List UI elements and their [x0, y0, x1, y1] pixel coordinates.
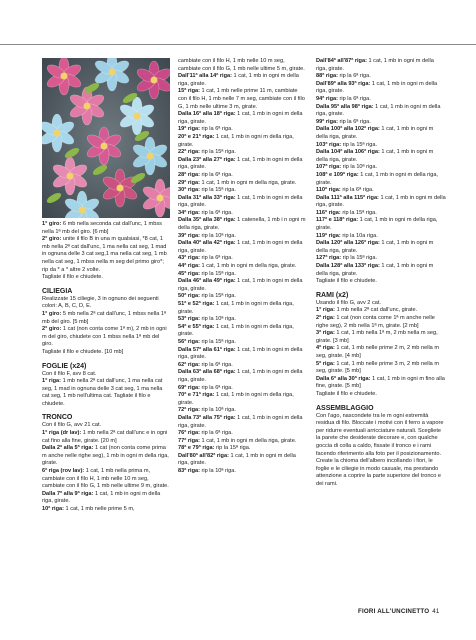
instruction-label: 69ª riga: — [178, 384, 200, 391]
instruction-line: Usando il filo G, avv 2 cat. — [316, 299, 381, 306]
instruction-line: 108ª e 109ª riga: 1 cat, 1 mb in ogni m della riga, girate. — [316, 171, 438, 186]
instruction-line: Con il filo G, avv 21 cat. — [42, 422, 102, 429]
flower-center — [147, 153, 154, 160]
instruction-label: 4ª riga: — [316, 345, 335, 352]
instruction-line: 53ª riga: rip la 10ª riga. — [178, 316, 236, 323]
instruction-line: Dalla 120ª alla 126ª riga: 1 cat, 1 mb in ogni m della riga, girate. — [316, 240, 434, 254]
instruction-label: Dalla 100ª alla 102ª riga: — [316, 126, 380, 133]
instruction-line: Realizzate 15 ciliegie, 3 in ognuno dei seguenti colori: A, B, C, D, E. — [42, 295, 159, 310]
instruction-label: 29ª riga: — [178, 179, 200, 186]
instruction-line: 103ª riga: rip la 15ª riga. — [316, 141, 378, 148]
instruction-label: Dall'84ª all'87ª riga: — [316, 58, 367, 64]
instruction-label: Dalla 35ª alla 38ª riga: — [178, 217, 236, 224]
instruction-line: 1° riga (dr lav): 1 mb nella 2ª cat dall'unc e in ogni cat fino alla fine, girate. [20 m] — [42, 430, 168, 444]
instruction-line: Tagliate il filo e chiudete. — [316, 390, 377, 397]
instruction-label: Dalla 73ª alla 75ª riga: — [178, 414, 236, 421]
instruction-line: 19ª riga: rip la 6ª riga. — [178, 126, 233, 133]
instruction-label: 117ª e 118ª riga: — [316, 217, 359, 224]
instruction-line: Dalla 128ª alla 133ª riga: 1 cat, 1 mb in ogni m della riga, girate. — [316, 263, 434, 277]
instruction-line: 43ª riga: rip la 6ª riga. — [178, 255, 233, 262]
instruction-line: Tagliate il filo e chiudete. [10 mb] — [42, 348, 124, 355]
magazine-name: FIORI ALL'UNCINETTO — [358, 608, 430, 615]
instruction-label: 53ª riga: — [178, 316, 200, 323]
instruction-label: 39ª riga: — [178, 232, 200, 239]
instruction-label: Dalla 95ª alla 98ª riga: — [316, 103, 374, 110]
instruction-label: 78ª e 79ª riga: — [178, 445, 215, 452]
instruction-label: Dalla 63ª alla 68ª riga: — [178, 369, 236, 376]
instruction-label: 99ª riga: — [316, 118, 338, 125]
instruction-label: 6ª riga (rov lav): — [42, 468, 85, 475]
heading-rami: RAMI (x2) — [316, 291, 349, 299]
instruction-line: Dalla 16ª alla 18ª riga: 1 cat, 1 mb in ogni m della riga, girate. — [178, 111, 303, 125]
flower-center — [151, 77, 158, 84]
instruction-line: 39ª riga: rip la 10ª riga. — [178, 232, 236, 239]
instruction-label: 62ª riga: — [178, 361, 200, 368]
instruction-line: Dalla 95ª alla 98ª riga: 1 cat, 1 mb in ogni m della riga, girate. — [316, 103, 441, 118]
instruction-label: 72ª riga: — [178, 407, 200, 414]
instruction-line: 45ª riga: rip la 15ª riga. — [178, 270, 236, 277]
instruction-line: Dalla 35ª alla 38ª riga: 1 catenella, 1 mb i n ogni m della riga, girate. — [178, 217, 306, 232]
tronco-instructions-end — [316, 58, 446, 286]
instruction-label: 43ª riga: — [178, 255, 200, 262]
instruction-line: 62ª riga: rip la 6ª riga. — [178, 361, 233, 368]
instruction-label: Dall'80ª all'82ª riga: — [178, 452, 229, 459]
instruction-label: 83ª riga: — [178, 468, 200, 475]
instruction-label: Dalla 16ª alla 18ª riga: — [178, 111, 236, 118]
column-1 — [42, 58, 170, 514]
instruction-line: 29ª riga: 1 cat, 1 mb in ogni m della riga, girate. — [178, 179, 297, 186]
instruction-label: 110ª riga: — [316, 187, 341, 194]
instruction-line: 99ª riga: rip la 6ª riga. — [316, 118, 371, 125]
instruction-line: Dalla 23ª alla 27ª riga: 1 cat, 1 mb in ogni m della riga, girate. — [178, 156, 303, 171]
instruction-line: 4ª riga: 1 cat, 1 mb nelle prime 2 m, 2 mb nella m seg, girate. [4 mb] — [316, 345, 440, 359]
flower-center — [79, 207, 86, 214]
instruction-line: 22ª riga: rip la 15ª riga. — [178, 149, 236, 156]
instruction-label: Dall'11ª alla 14ª riga: — [178, 73, 232, 80]
instruction-label: 76ª riga: — [178, 430, 200, 437]
column-2 — [178, 58, 308, 476]
flower-center — [157, 195, 164, 202]
instruction-line: 5ª riga: 1 cat, 1 mb nelle prime 3 m, 2 mb nella m seg, girate. [5 mb] — [316, 360, 440, 375]
instruction-line: Dalla 40ª alla 42ª riga: 1 cat, 1 mb in ogni m della riga, girate. — [178, 240, 303, 254]
instruction-label: Dalla 46ª alla 49ª riga: — [178, 278, 236, 285]
instruction-label: 28ª riga: — [178, 171, 200, 178]
tronco-instructions — [42, 422, 170, 513]
instruction-line: 107ª riga: rip la 10ª riga. — [316, 164, 378, 171]
foglie-instructions — [42, 371, 170, 409]
instruction-label: 44ª riga: — [178, 263, 200, 270]
instruction-line: 72ª riga: rip la 10ª riga. — [178, 407, 236, 414]
instruction-line: 3ª riga: 1 cat, 1 mb nella 1ª m, 2 mb nella m seg, girate. [3 mb] — [316, 330, 438, 344]
instruction-label: Dalla 120ª alla 126ª riga: — [316, 240, 380, 247]
instruction-line: 1° riga: 1 mb nella 2ª cat dall'unc, 1 ma nella cat seg, 1 mad in ognuna delle 3 cat seg, 1 ma nella cat seg, 1 mb nell'ultima cat. Tagliate il filo e chiudete. — [42, 378, 163, 407]
instruction-label: Dalla 2ª alla 5ª riga: — [42, 445, 94, 452]
instruction-label: Dalla 23ª alla 27ª riga: — [178, 156, 236, 163]
instruction-label: Dall'89ª alla 93ª riga: — [316, 80, 371, 87]
instruction-line: cambiate con il filo H, 1 mb nelle 10 m seg, cambiate con il filo G, 1 mb nelle ultime 5 m, girate. — [178, 58, 305, 72]
instruction-line: 10ª riga: 1 cat, 1 mb nelle prime 5 m, — [42, 506, 135, 512]
instruction-line: Dalla 46ª alla 49ª riga: 1 cat, 1 mb in ogni m della riga, girate. — [178, 278, 303, 292]
instruction-line: 2ª riga: 1 cat (non conta come 1ª m anche nelle righe seg), 2 mb nella 1ª m, girate. [2 mb] — [316, 315, 435, 329]
heading-ciliegia: CILIEGIA — [42, 287, 73, 295]
instruction-label: 19ª riga: — [178, 126, 200, 133]
instruction-line: 78ª e 79ª riga: rip la 15ª riga. — [178, 445, 251, 452]
flower-center — [109, 69, 116, 76]
instruction-label: 88ª riga: — [316, 73, 338, 80]
instruction-line: Dall'11ª alla 14ª riga: 1 cat, 1 mb in ogni m della riga, girate. — [178, 73, 299, 87]
instruction-line: 56ª riga: rip la 15ª riga. — [178, 338, 236, 345]
instruction-line: 15ª riga: 1 cat, 1 mb nelle prime 11 m, cambiate con il filo H, 1 mb nelle 7 m seg, cambiate con il filo G, 1 mb nelle ultime 3 m, girate. — [178, 88, 305, 110]
instruction-line: Dalla 73ª alla 75ª riga: 1 cat, 1 mb in ogni m della riga, girate. — [178, 414, 303, 429]
instruction-line: 116ª riga: rip la 15ª riga. — [316, 209, 377, 216]
heading-assemblaggio: ASSEMBLAGGIO — [316, 404, 374, 412]
instruction-line: 83ª riga: rip la 10ª riga. — [178, 468, 236, 475]
instruction-line: 44ª riga: 1 cat, 1 mb in ogni m della riga, girate. — [178, 263, 297, 270]
instruction-label: Dalla 6ª alla 30ª riga: — [316, 375, 371, 382]
instruction-line: 69ª riga: rip la 6ª riga. — [178, 384, 233, 391]
instruction-label: 107ª riga: — [316, 164, 342, 171]
instruction-line: 76ª riga: rip la 6ª riga. — [178, 430, 233, 437]
instruction-line: 28ª riga: rip la 6ª riga. — [178, 171, 233, 178]
intro-instructions — [42, 221, 170, 282]
flower-center — [101, 143, 108, 150]
instruction-line: 127ª riga: rip la 15ª riga. — [316, 255, 378, 262]
heading-tronco: TRONCO — [42, 414, 73, 422]
instruction-line: Tagliate il filo e chiudete. — [316, 278, 377, 285]
instruction-label: 20ª e 21ª riga: — [178, 133, 215, 140]
instruction-label: 2ª riga: — [316, 315, 335, 321]
rami-instructions — [316, 300, 446, 399]
instruction-line: Con il filo F, avv 8 cat. — [42, 370, 97, 377]
instruction-label: 34ª riga: — [178, 209, 200, 216]
instruction-label: Dalla 104ª alla 106ª riga: — [316, 149, 380, 156]
ciliegia-instructions — [42, 296, 170, 357]
instruction-line: 20ª e 21ª riga: 1 cat, 1 mb in ogni m della riga, girate. — [178, 133, 294, 148]
heading-foglie: FOGLIE (x24) — [42, 362, 87, 370]
instruction-label: Dalla 57ª alla 61ª riga: — [178, 346, 236, 353]
instruction-line: Dalla 31ª alla 33ª riga: 1 cat, 1 mb in ogni m della riga, girate. — [178, 194, 303, 209]
instruction-label: 108ª e 109ª riga: — [316, 171, 359, 178]
instruction-label: 94ª riga: — [316, 95, 338, 102]
instruction-label: 51ª e 52ª riga: — [178, 301, 215, 307]
instruction-label: 1° riga (dr lav): — [42, 430, 82, 437]
instruction-label: 77ª riga: — [178, 437, 200, 444]
instruction-line: Dalla 111ª alla 115ª riga: 1 cat, 1 mb in ogni m della riga, girate. — [316, 194, 446, 209]
instruction-label: 5ª riga: — [316, 360, 335, 367]
instruction-label: 15ª riga: — [178, 88, 200, 95]
instruction-line: 119ª riga: rip la 10a riga. — [316, 232, 378, 239]
instruction-line: 94ª riga: rip la 6ª riga. — [316, 95, 371, 102]
flower-center — [61, 73, 68, 80]
instruction-line: 1° giro: 6 mb nella seconda cat dall'unc, 1 mbss nella 1ª mb del giro. [6 mb] — [42, 221, 162, 235]
instruction-line: 34ª riga: rip la 6ª riga. — [178, 209, 233, 216]
instruction-label: 10ª riga: — [42, 506, 64, 512]
instruction-line: 30ª riga: rip la 15ª riga. — [178, 187, 236, 194]
instruction-line: Dalla 63ª alla 68ª riga: 1 cat, 1 mb in ogni m della riga, girate. — [178, 369, 303, 383]
instruction-label: 2° giro: — [42, 236, 62, 243]
instruction-label: 119ª riga: — [316, 232, 341, 239]
assemblaggio-text: Con l'ago, nascondete tra le m ogni estremità residua di filo. Bloccate i motivi con il ferro a vapore per ridurre eventuali arricciature naturali. Scegliete la parete che desiderate decorare e, con qualche goccia di colla a caldo, fissate il tronco e i rami facendo riferimento alla foto per il posizionamento. Create la chioma dell'albero incollando i fiori, le foglie e le ciliegie in modo casuale, ma prestando attenzione a coprire la parte superiore del tronco e dei rami. — [316, 412, 444, 487]
instruction-label: 70ª e 71ª riga: — [178, 392, 215, 399]
instruction-line: Dalla 7ª alla 9ª riga: 1 cat, 1 mb in ogni m della riga, girate. — [42, 490, 161, 505]
crochet-flowers-photo — [42, 58, 170, 218]
instruction-line: 6ª riga (rov lav): 1 cat, 1 mb nella prima m, cambiate con il filo H, 1 mb nelle 10 m seg, cambiate con il filo G, 1 mb nelle ultime 9 m, girate. — [42, 468, 169, 490]
instruction-label: 1° giro: — [42, 221, 62, 227]
flower-center — [117, 185, 124, 192]
page-number: 41 — [432, 608, 440, 615]
instruction-line: 54ª e 55ª riga: 1 cat, 1 mb in ogni m della riga, girate. — [178, 323, 294, 338]
instruction-label: 1° riga: — [316, 307, 336, 314]
instruction-line: Tagliate il filo e chiudete. — [42, 274, 103, 281]
page-footer — [358, 608, 440, 615]
instruction-line: Dalla 6ª alla 30ª riga: 1 cat, 1 mb in ogni m fino alla fine, girate. [5 mb] — [316, 375, 445, 390]
instruction-line: Dalla 2ª alla 5ª riga: 1 cat (non conta come prima m anche nelle righe seg), 1 mb in ogni m della riga, girate. — [42, 445, 169, 467]
flower-center — [67, 173, 74, 180]
instruction-line: 51ª e 52ª riga: 1 cat, 1 mb in ogni m della riga, girate. — [178, 301, 294, 315]
instruction-line: 2° giro: 1 cat (non conta come 1ª m), 2 mb in ogni m del giro, chiudete con 1 mbss nella 1ª mb del giro. — [42, 326, 167, 348]
instruction-line: 50ª riga: rip la 15ª riga. — [178, 293, 236, 300]
instruction-line: 88ª riga: rip la 6ª riga. — [316, 73, 371, 80]
instruction-line: Dall'89ª alla 93ª riga: 1 cat, 1 mb in ogni m della riga, girate. — [316, 80, 438, 95]
instruction-line: 117ª e 118ª riga: 1 cat, 1 mb in ogni m della riga, girate. — [316, 217, 438, 232]
instruction-label: 116ª riga: — [316, 209, 341, 216]
instruction-label: Dalla 31ª alla 33ª riga: — [178, 194, 236, 201]
top-rule — [0, 44, 476, 45]
instruction-label: 50ª riga: — [178, 293, 200, 300]
instruction-label: 2° giro: — [42, 326, 62, 333]
instruction-label: 45ª riga: — [178, 270, 200, 277]
flower-center — [54, 130, 61, 137]
flower-center — [134, 113, 141, 120]
instruction-label: 3ª riga: — [316, 330, 335, 337]
instruction-line: 77ª riga: 1 cat, 1 mb in ogni m della riga, girate. — [178, 437, 297, 444]
instruction-label: 56ª riga: — [178, 338, 200, 345]
instruction-line: Dall'80ª all'82ª riga: 1 cat, 1 mb in ogni m della riga, girate. — [178, 452, 296, 467]
instruction-line: 70ª e 71ª riga: 1 cat, 1 mb in ogni m della riga, girate. — [178, 392, 294, 406]
instruction-label: 103ª riga: — [316, 141, 342, 148]
instruction-label: 127ª riga: — [316, 255, 342, 262]
instruction-label: 1° giro: — [42, 310, 62, 317]
column-3 — [316, 58, 446, 488]
tronco-instructions-continued — [178, 58, 308, 476]
instruction-label: 54ª e 55ª riga: — [178, 323, 215, 330]
flower-center — [84, 103, 91, 110]
instruction-label: 30ª riga: — [178, 187, 200, 194]
instruction-label: Dalla 111ª alla 115ª riga: — [316, 194, 379, 201]
instruction-line: Dalla 104ª alla 106ª riga: 1 cat, 1 mb in ogni m della riga, girate. — [316, 149, 434, 163]
instruction-label: Dalla 7ª alla 9ª riga: — [42, 490, 94, 497]
instruction-label: 1° riga: — [42, 378, 62, 385]
instruction-line: 1° giro: 5 mb nella 2ª cat dall'unc, 1 mbss nella 1ª mb del giro. [5 mb] — [42, 310, 167, 325]
instruction-label: Dalla 40ª alla 42ª riga: — [178, 240, 236, 247]
instruction-label: 22ª riga: — [178, 149, 200, 156]
instruction-line: 2° giro: unite il filo B in una m qualsiasi, *8 cat, 1 mb nella 2ª cat dall'unc, 1 ma nella cat seg, 1 mad in ognuna delle 3 cat seg,1 ma nella cat seg, 1 mb nella cat seg, 1 mbss nella m seg del primo giro*; rip da * a * altre 2 volte. — [42, 236, 167, 273]
instruction-label: Dalla 128ª alla 133ª riga: — [316, 263, 380, 270]
instruction-line: 1° riga: 1 mb nella 2ª cat dall'unc, girate. — [316, 307, 418, 314]
instruction-line: Dall'84ª all'87ª riga: 1 cat, 1 mb in ogni m della riga, girate. — [316, 58, 434, 72]
instruction-line: 110ª riga: rip la 6ª riga. — [316, 187, 374, 194]
instruction-line: Dalla 100ª alla 102ª riga: 1 cat, 1 mb in ogni m della riga, girate. — [316, 126, 434, 140]
instruction-line: Dalla 57ª alla 61ª riga: 1 cat, 1 mb in ogni m della riga, girate. — [178, 346, 303, 361]
